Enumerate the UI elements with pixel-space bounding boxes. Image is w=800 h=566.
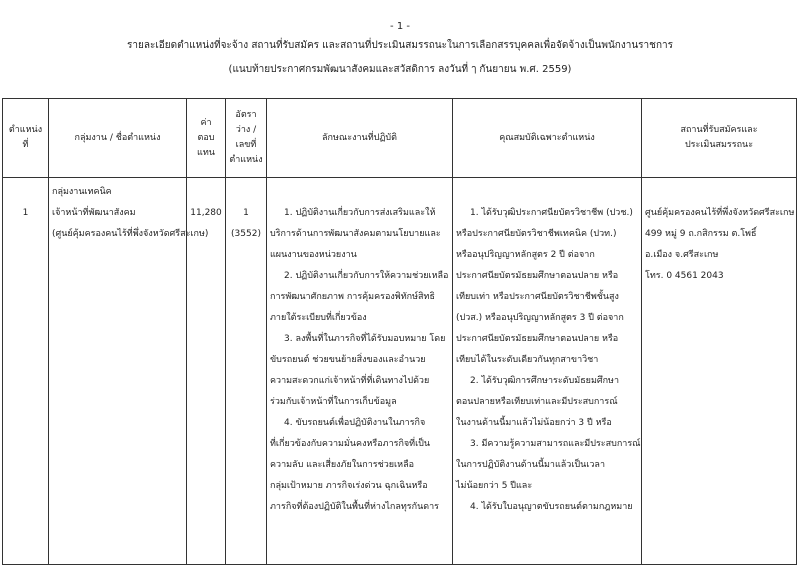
cell-pay: 11,280 [187,178,226,565]
position-name: เจ้าหน้าที่พัฒนาสังคม [52,208,136,218]
qualification-item: 1. ได้รับวุฒิประกาศนียบัตรวิชาชีพ (ปวช.) หรือประกาศนียบัตรวิชาชีพเทคนิค (ปวท.) หรืออนุปริญญาหลักสูตร 2 ปี ต่อจาก ประกาศนียบัตรมัธยมศึกษาตอนปลาย หรือ เทียบเท่า หรือประกาศนียบัตรวิชาชีพชั้นสูง (ปวส.) หรืออนุปริญญาหลักสูตร 3 ปี ต่อจาก ประกาศนียบัตรมัธยมศึกษาตอนปลาย หรือ เทียบได้ในระดับเดียวกันทุกสาขาวิชา [456,208,633,365]
positions-table [2,98,797,565]
cell-rate: 1 (3552) [226,178,267,565]
qualification-item: 3. มีความรู้ความสามารถและมีประสบการณ์ ในการปฏิบัติงานด้านนี้มาแล้วเป็นเวลา ไม่น้อยกว่า 5 ปีและ [456,439,641,491]
page-number: - 1 - [390,21,410,32]
cell-position-number: 1 [3,178,49,565]
header-position: ตำแหน่ง ที่ [3,99,49,178]
header-group: กลุ่มงาน / ชื่อตำแหน่ง [49,99,187,178]
document-subtitle: (แนบท้ายประกาศกรมพัฒนาสังคมและสวัสดิการ ลงวันที่ ๅ กันยายน พ.ศ. 2559) [228,64,572,75]
work-item: 2. ปฏิบัติงานเกี่ยวกับการให้ความช่วยเหลือ การพัฒนาศักยภาพ การคุ้มครองพิทักษ์สิทธิ ภายใต้ระเบียบที่เกี่ยวข้อง [270,271,449,323]
header-rate: อัตรา ว่าง / เลขที่ ตำแหน่ง [226,99,267,178]
work-item: 3. ลงพื้นที่ในภารกิจที่ได้รับมอบหมาย โดย ขับรถยนต์ ช่วยขนย้ายสิ่งของและอำนวย ความสะดวกแก่เจ้าหน้าที่ที่เดินทางไปด้วย ร่วมกับเจ้าหน้าที่ในการเก็บข้อมูล [270,334,446,407]
work-item: 4. ขับรถยนต์เพื่อปฏิบัติงานในภารกิจ ที่เกี่ยวข้องกับความมั่นคงหรือภารกิจที่เป็น ความลับ และเสี่ยงภัยในการช่วยเหลือ กลุ่มเป้าหมาย ภารกิจเร่งด่วน ฉุกเฉินหรือ ภารกิจที่ต้องปฏิบัติในพื้นที่ห่างไกลทุรกันดาร [270,418,439,512]
header-pay: ค่า ตอบ แทน [187,99,226,178]
qualification-item: 4. ได้รับใบอนุญาตขับรถยนต์ตามกฎหมาย [470,502,633,512]
qualification-item: 2. ได้รับวุฒิการศึกษาระดับมัธยมศึกษา ตอนปลายหรือเทียบเท่าและมีประสบการณ์ ในงานด้านนี้มาแล้วไม่น้อยกว่า 3 ปี หรือ [456,376,620,428]
place-address: 499 หมู่ 9 ถ.กสิกรรม ต.โพธิ์ [645,229,757,239]
place-name: ศูนย์คุ้มครองคนไร้ที่พึ่งจังหวัดศรีสะเกษ [645,208,795,218]
place-phone: โทร. 0 4561 2043 [645,271,724,281]
header-work: ลักษณะงานที่ปฏิบัติ [267,99,453,178]
document-title: รายละเอียดตำแหน่งที่จะจ้าง สถานที่รับสมัคร และสถานที่ประเมินสมรรถนะในการเลือกสรรบุคคลเพื่อจัดจ้างเป็นพนักงานราชการ [126,40,673,51]
cell-work [267,178,453,565]
work-item: 1. ปฏิบัติงานเกี่ยวกับการส่งเสริมและให้ บริการด้านการพัฒนาสังคมตามนโยบายและ แผนงานของหน่วยงาน [270,208,441,260]
agency-name: (ศูนย์คุ้มครองคนไร้ที่พึ่งจังหวัดศรีสะเกษ) [52,229,209,239]
table-row [3,178,797,565]
group-name: กลุ่มงานเทคนิค [52,187,112,197]
header-place: สถานที่รับสมัครและ ประเมินสมรรถนะ [642,99,797,178]
place-district: อ.เมือง จ.ศรีสะเกษ [645,250,719,260]
cell-qualifications [453,178,642,565]
header-qualifications: คุณสมบัติเฉพาะตำแหน่ง [453,99,642,178]
table-header-row [3,99,797,178]
cell-place [642,178,797,565]
